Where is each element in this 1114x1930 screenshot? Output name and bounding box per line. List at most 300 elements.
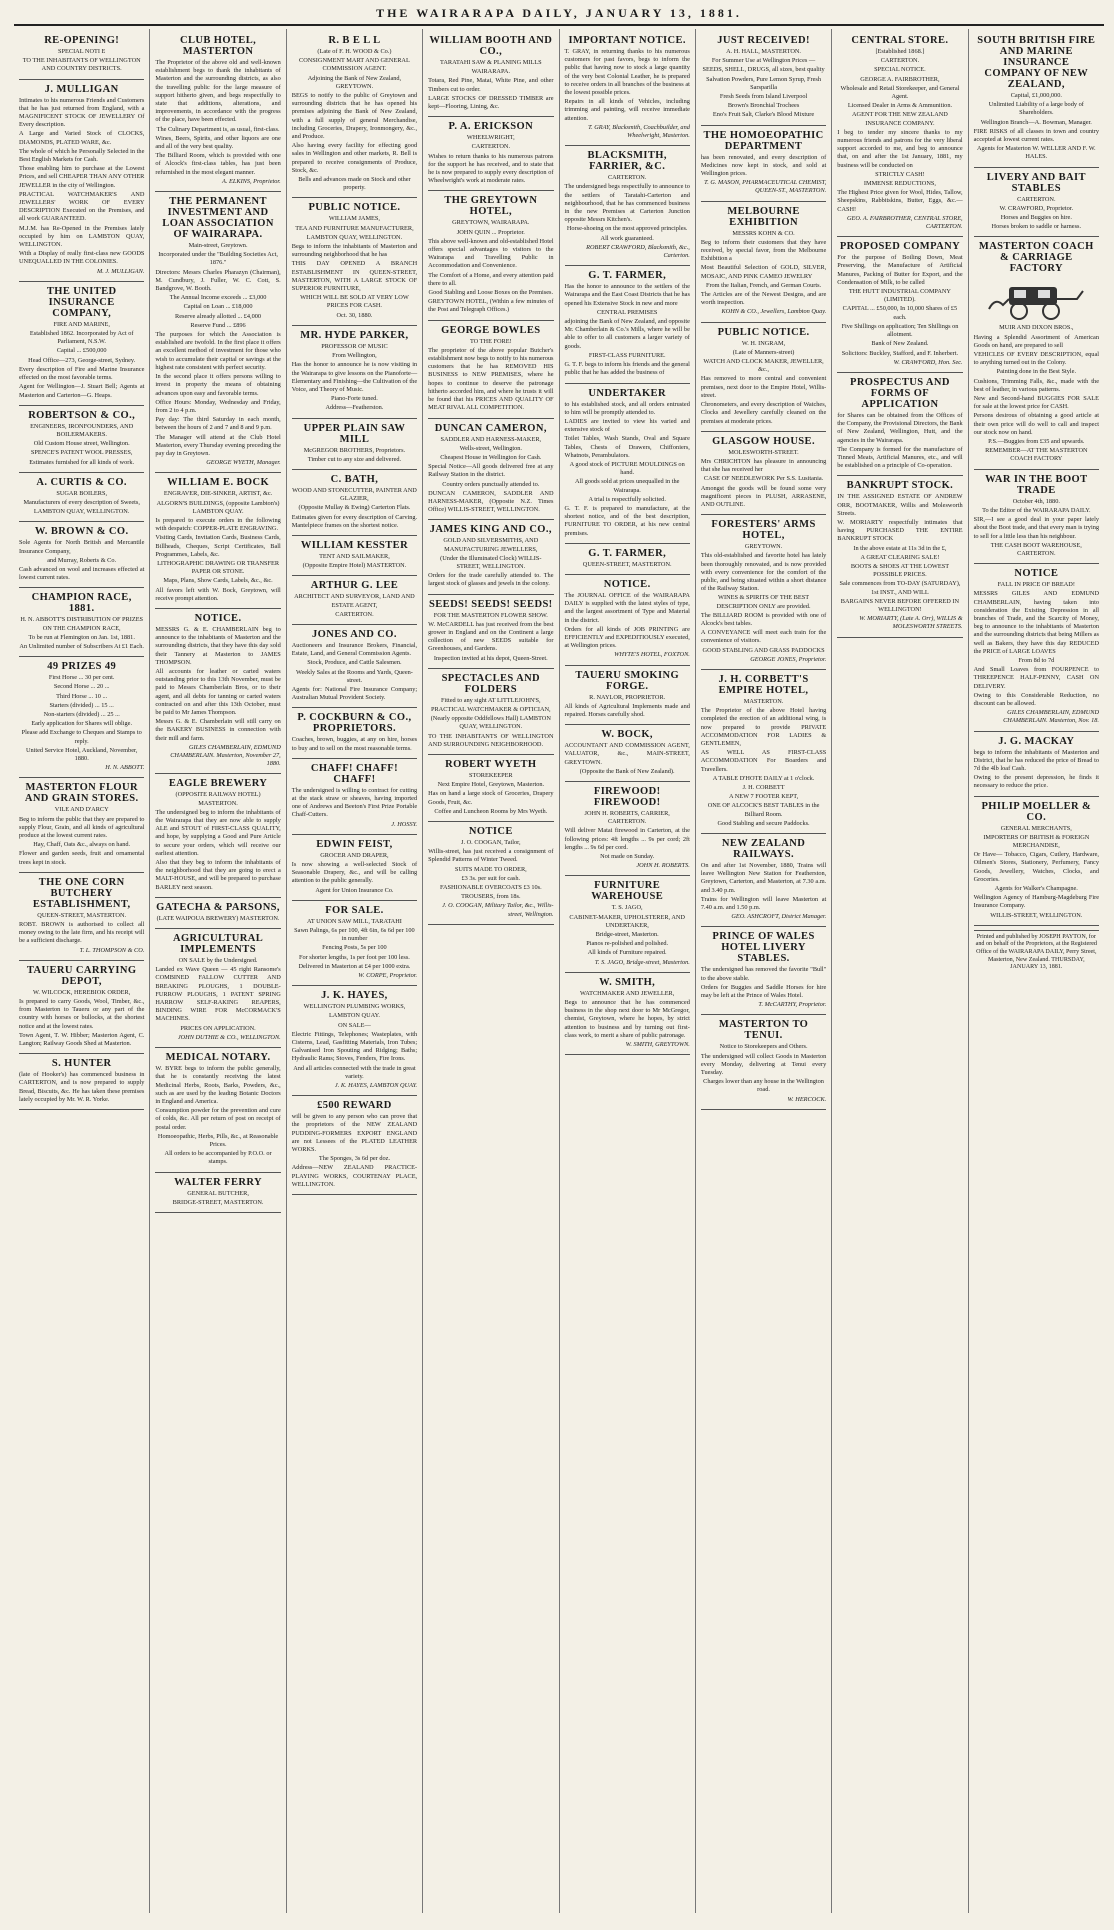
ad-text: W. BYRE begs to inform the public generally, that he is constantly receiving the latest Medicinal Herbs, Roots, Barks, Powders, &c., such as are used by the leading Botanic Doctors in England and America. <box>155 1065 281 1105</box>
ad-text: MESSRS KOHN & CO. <box>732 229 795 237</box>
advertisement <box>974 797 1099 926</box>
ad-text: A TABLE D'HOTE DAILY at 1 o'clock. <box>712 774 815 782</box>
ad-heading: FIREWOOD! FIREWOOD! <box>593 786 661 808</box>
ad-text: Has removed to more central and convenient premises, next door to the Empire Hotel, Willis-street. <box>700 375 827 399</box>
ad-heading: W. SMITH, <box>599 976 656 988</box>
ad-text: This old-established and favorite hotel has lately been thoroughly renovated, and is now provided with every convenience for the comfort of the public, and being situated within a short distance of the Railway Station. <box>700 552 827 593</box>
ad-text: This above well-known and old-established Hotel offers special advantages to visitors to the Wairarapa and Travelling Public in Accommodation and Convenience. <box>428 237 554 270</box>
ad-heading: PRINCE OF WALES HOTEL LIVERY STABLES. <box>712 931 815 965</box>
ad-text: All orders to be accompanied by P.O.O. or stamps. <box>164 1150 272 1166</box>
advertisement <box>565 146 690 266</box>
ad-signature: J. K. HAYES, LAMBTON QUAY. <box>334 1082 418 1090</box>
advertisement <box>565 384 690 544</box>
ad-text: Wishes to return thanks to his numerous patrons for the support he has received, and to state that he is now prepared to supply every description of Wheelwright's work at moderate rates. <box>428 152 554 185</box>
advertisement <box>565 666 690 726</box>
ad-text: Oct. 30, 1880. <box>336 311 373 319</box>
ad-text: Estimates furnished for all kinds of work. <box>29 458 135 466</box>
ad-text: ARCHITECT AND SURVEYOR, LAND AND ESTATE AGENT, <box>294 593 415 609</box>
ad-text: SPECIAL NOTI E <box>58 48 106 55</box>
column-5 <box>560 29 696 1913</box>
ad-heading: LIVERY AND BAIT STABLES <box>986 171 1086 194</box>
advertisement <box>428 31 553 117</box>
ad-text: W. CRAWFORD, Proprietor. <box>999 204 1074 212</box>
ad-text: CENTRAL PREMISES <box>596 308 658 316</box>
column-8 <box>969 29 1104 1913</box>
ad-heading: NOTICE. <box>194 612 242 624</box>
ad-text: VILE AND D'ARCY <box>54 806 109 814</box>
columns <box>14 29 1104 1913</box>
ad-text: New and Second-hand BUGGIES FOR SALE for sale at the lowest price for CASH. <box>973 395 1099 411</box>
ad-text: Has the honor to announce to the settlers of the Wairarapa and the East Coast Districts that he has opened his Extensive Stock in new and more <box>564 283 690 307</box>
ad-text: QUEEN-STREET, MASTERTON. <box>582 560 672 568</box>
ad-text: T. GRAY, in returning thanks to his numerous customers for past favors, begs to inform the public that having now to stock a large quantity of the very best Colonial Leather, he is prepared to receive orders in all branches of the business at the lowest possible prices. <box>564 48 690 97</box>
ad-text: Cash advanced on wool and increases effected at lowest current rates. <box>19 565 145 582</box>
ad-text: Painting done in the Best Style. <box>996 368 1077 376</box>
ad-signature: GEORGE WYETH, Manager. <box>206 459 281 467</box>
advertisement <box>19 657 144 778</box>
ad-text: WHEELWRIGHT, <box>466 134 515 142</box>
ad-text: All favors left with W. Bock, Greytown, will receive prompt attention. <box>155 586 281 602</box>
ad-text: MUIR AND DIXON BROS., <box>999 324 1074 332</box>
ad-text: Capital on Loan ... £18,000 <box>183 303 253 311</box>
ad-text: Auctioneers and Insurance Brokers, Financial, Estate, Land, and General Commission Agents. <box>291 641 418 658</box>
ad-text: adjoining the Bank of New Zealand, and opposite Mr. Chamberlain & Co.'s Mills, where he will be able to offer to all customers a larger variety of goods. <box>564 318 690 350</box>
ad-heading: A. CURTIS & CO. <box>36 476 127 488</box>
ad-text: Repairs in all kinds of Vehicles, including trimming and painting, will receive immediate attention. <box>564 98 690 122</box>
ad-text: Special Notice—All goods delivered free at any Railway Station in the district. <box>428 463 554 479</box>
ad-text: ENGINEERS, IRONFOUNDERS, AND BOILERMAKERS. <box>30 422 134 438</box>
ad-heading: MASTERTON COACH & CARRIAGE FACTORY <box>978 241 1094 275</box>
ad-text: Town Agent, T. W. Hibber; Masterton Agent, C. Langton; Railway Goods Shed at Masterton. <box>19 1031 145 1048</box>
advertisement <box>974 31 1099 168</box>
ad-text: to his established stock, and all orders entrusted to him will be promptly attended to. <box>564 400 690 416</box>
ad-text: The undersigned is willing to contract for cutting at the stack straw or sheaves, having imported one of Andrews and Beeton's First Prize Portable Chaff-Cutters. <box>291 786 418 819</box>
ad-text: A good stock of PICTURE MOULDINGS on hand. <box>569 460 685 477</box>
ad-text: (Opposite Mullay & Ewing) Carterton Flats. <box>298 504 411 512</box>
advertisement <box>428 191 553 320</box>
column-7 <box>832 29 968 1913</box>
ad-text: WELLINGTON PLUMBING WORKS, <box>303 1003 406 1011</box>
ad-text: SPENCE'S PATENT WOOL PRESSES, <box>30 449 133 457</box>
ad-text: (OPPOSITE RAILWAY HOTEL) MASTERTON. <box>175 791 261 807</box>
ad-text: All kinds of Furniture repaired. <box>587 949 667 957</box>
ad-text: The whole of which he Personally Selected in the Best English Markets for Cash. <box>19 147 145 164</box>
ad-text: (late of Hooker's) has commenced business in CARTERTON, and is now prepared to supply Bread, Biscuits, &c. He has taken these premises lately occupied by Mr. W. R. Yorke. <box>19 1071 145 1103</box>
ad-heading: THE HOMOEOPATHIC DEPARTMENT <box>703 129 824 152</box>
ad-text: WILLIS-STREET, WELLINGTON. <box>990 911 1083 919</box>
ad-text: The Annual Income exceeds ... £3,000 <box>169 294 267 302</box>
advertisement <box>19 873 144 961</box>
advertisement <box>19 778 144 872</box>
ad-heading: SPECTACLES AND FOLDERS <box>441 672 541 695</box>
ad-text: Coaches, brown, buggies, at any on hire, horses to buy and to sell on the most reasonable terms. <box>291 736 418 752</box>
ad-text: Office Hours: Monday, Wednesday and Friday, from 2 to 4 p.m. <box>155 398 281 414</box>
ad-text: Charges lower than any house in the Wellington road. <box>703 1078 824 1094</box>
advertisement <box>292 625 417 708</box>
ad-signature: ROBERT CRAWFORD, Blacksmith, &c., Carterton. <box>586 243 690 260</box>
ad-text: Salvation Powders, Pure Lemon Syrup, Fresh Sarsparilla <box>706 75 822 91</box>
ad-text: CABINET-MAKER, UPHOLSTERER, AND UNDERTAKER, <box>569 913 685 929</box>
ad-heading: ROBERTSON & CO., <box>28 409 136 421</box>
ad-text: Bank of New Zealand. <box>871 340 929 348</box>
advertisement <box>974 732 1099 797</box>
ad-text: Fitted to any sight AT LITTLEJOHN'S, <box>440 696 541 704</box>
ad-text: CARTERTON. <box>607 174 647 182</box>
ad-text: And all articles connected with the trade in great variety. <box>293 1064 416 1080</box>
ad-heading: SOUTH BRITISH FIRE AND MARINE INSURANCE COMPANY OF NEW ZEALAND, <box>977 35 1096 90</box>
ad-text: Cushions, Trimming Falls, &c., made with the best of leather, in various patterns. <box>973 377 1099 393</box>
ad-text: PRACTICAL WATCHMAKER & OPTICIAN, <box>430 705 551 713</box>
ad-text: Fresh Seeds from Island Liverpool <box>719 93 808 101</box>
ad-text: Address—Featherston. <box>325 404 384 412</box>
advertisement <box>701 515 826 670</box>
advertisement <box>155 774 280 897</box>
coach-illustration <box>974 276 1099 324</box>
advertisement <box>292 470 417 536</box>
ad-text: LITHOGRAPHIC DRAWING OR TRANSFER PAPER OR STONE. <box>157 559 280 576</box>
advertisement <box>155 898 280 929</box>
ad-text: Pay day: The third Saturday in each month, between the hours of 2 and 7 and 8 and 9 p.m. <box>155 416 281 432</box>
ad-text: A. H. HALL, MASTERTON. <box>726 48 802 55</box>
ad-text: Adjoining the Bank of New Zealand, GREYTOWN. <box>307 74 402 90</box>
ad-signature: WHYTE'S HOTEL, FOXTON. <box>614 651 690 659</box>
ad-text: BOOTS & SHOES AT THE LOWEST POSSIBLE PRICES. <box>850 562 950 579</box>
ad-heading: MEDICAL NOTARY. <box>165 1052 271 1064</box>
ad-text: Agents for Walker's Champagne. <box>994 885 1078 892</box>
column-6 <box>696 29 832 1913</box>
ad-signature: GILES CHAMBERLAIN, EDMUND CHAMBERLAIN. Masterton, November 27, 1880. <box>170 743 281 768</box>
ad-text: Capital ... £500,000 <box>56 347 107 355</box>
ad-heading: PHILIP MOELLER & CO. <box>981 800 1092 823</box>
ad-signature: GEORGE JONES, Proprietor. <box>750 655 827 663</box>
ad-text: Bridge-street, Masterton. <box>595 931 659 939</box>
ad-heading: PUBLIC NOTICE. <box>717 326 810 338</box>
ad-text: A trial is respectfully solicited. <box>588 495 666 503</box>
advertisement <box>701 202 826 323</box>
ad-heading: BLACKSMITH, FARRIER, &C. <box>587 150 667 173</box>
ad-heading: GATECHA & PARSONS, <box>156 901 280 913</box>
ad-text: The undersigned beg to inform the inhabitants of the Wairarapa that they are now able to supply ALE and STOUT of FIRST-CLASS QUALITY, and hope, by supplying a Good and Pure Article to secure your orders, which will receive our earliest attention. <box>155 808 281 857</box>
ad-heading: THE UNITED INSURANCE COMPANY, <box>46 285 117 319</box>
advertisement <box>155 31 280 192</box>
ad-signature: H. N. ABBOTT. <box>105 764 145 772</box>
ad-heading: THE PERMANENT INVESTMENT AND LOAN ASSOCIATION OF WAIRARAPA. <box>162 196 274 241</box>
ad-text: The Comfort of a Home, and every attention paid there to all. <box>428 271 554 287</box>
ad-text: WATCH AND CLOCK MAKER, JEWELLER, &c., <box>703 358 824 374</box>
ad-text: TO THE INHABITANTS OF WELLINGTON AND SURROUNDING NEIGHBORHOOD. <box>428 732 554 748</box>
ad-signature: T. S. JAGO, Bridge-street, Masterton. <box>594 958 690 966</box>
ad-text: Amongst the goods will be found some very magnificent pieces in PLUSH, ARRASENE, AND OUTLINE. <box>700 484 827 508</box>
ad-text: A CONVEYANCE will meet each train for the convenience of visitors. <box>700 629 827 645</box>
advertisement <box>292 536 417 576</box>
ad-text: Inspection invited at his depot, Queen-Street. <box>433 654 548 662</box>
ad-text: for Shares can be obtained from the Offices of the Company, the Provisional Directors, the Bank of New Zealand, Wellington, Hutt, and the agencies in the Wairarapa. <box>837 411 963 444</box>
ad-heading: PROSPECTUS AND FORMS OF APPLICATION <box>850 376 950 410</box>
advertisement <box>19 473 144 523</box>
ad-text: Will deliver Matai firewood in Carterton, at the following prices: 4ft lengths ... 9s per cord; 2ft lengths ... 9s 6d per cord. <box>564 827 690 851</box>
advertisement <box>292 835 417 901</box>
ad-heading: GEORGE BOWLES <box>441 324 541 336</box>
ad-signature: W. CRAWFORD, Hon. Sec. <box>893 358 963 366</box>
advertisement <box>428 595 553 669</box>
ad-text: SPECIAL NOTICE. <box>874 66 926 74</box>
ad-text: THIS DAY OPENED A BRANCH ESTABLISHMENT IN QUEEN-STREET, MASTERTON, WITH A LARGE STOCK OF SUPERIOR FURNITURE, <box>291 260 418 293</box>
ad-text: Has on hand a large stock of Groceries, Drapery Goods, Fruit, &c. <box>428 790 554 806</box>
advertisement <box>701 670 826 834</box>
ad-heading: PROPOSED COMPANY <box>839 241 961 253</box>
ad-text: The Sponges, 3s 6d per doz. <box>318 1155 391 1163</box>
ad-text: FIRE AND MARINE, <box>53 320 110 328</box>
advertisement <box>701 323 826 432</box>
ad-text: The Articles are of the Newest Designs, and are worth inspection. <box>700 291 827 307</box>
ad-text: PRACTICAL WATCHMAKER'S AND JEWELLERS' WORK OF EVERY DESCRIPTION Executed on the Premises, and all work GUARANTEED. <box>19 190 145 223</box>
ad-heading: G. T. FARMER, <box>588 547 667 559</box>
ad-text: Reserve already allotted ... £4,000 <box>175 312 262 320</box>
ad-text: All kinds of Agricultural Implements made and repaired. Horses carefully shod. <box>564 702 690 718</box>
ad-text: [Established 1868.] <box>875 48 925 55</box>
ad-text: ACCOUNTANT AND COMMISSION AGENT, VALUATOR, &c., MAIN-STREET, GREYTOWN. <box>564 742 690 766</box>
ad-text: FIRST-CLASS FURNITURE. <box>588 351 666 359</box>
ad-text: Every description of Fire and Marine Insurance effected on the most favorable terms. <box>19 365 145 382</box>
ad-heading: WILLIAM BOOTH AND CO., <box>429 35 553 57</box>
ad-text: I beg to tender my sincere thanks to my numerous friends and patrons for the very liberal support accorded to me, and beg to announce that, on and after the 1st January, 1881, my business will be conducted on <box>837 128 963 169</box>
ad-heading: CHAMPION RACE, 1881. <box>31 592 132 615</box>
ad-text: Sale commences from TO-DAY (SATURDAY), 1st INST., AND WILL <box>839 580 961 596</box>
ad-heading: J. K. HAYES, <box>321 990 388 1002</box>
ad-text: Non-starters (divided) ... 25 ... <box>43 710 120 718</box>
ad-text: (Opposite the Bank of New Zealand). <box>579 767 675 775</box>
ad-text: ON SALE by the Undersigned. <box>178 957 258 965</box>
advertisement <box>155 609 280 774</box>
advertisement <box>837 237 962 373</box>
ad-text: GOOD STABLING AND GRASS PADDOCKS <box>702 646 825 654</box>
advertisement <box>19 406 144 473</box>
ad-text: WHICH WILL BE SOLD AT VERY LOW PRICES FOR CASH. <box>300 294 409 310</box>
ad-text: R. NAYLOR, PROPRIETOR. <box>589 693 666 701</box>
advertisement <box>428 419 553 521</box>
ad-text: (Nearly opposite Oddfellows Hall) LAMBTON QUAY, WELLINGTON. <box>430 715 551 731</box>
ad-text: IMPORTERS OF BRITISH & FOREIGN MERCHANDISE, <box>983 833 1090 849</box>
ad-text: Next Empire Hotel, Greytown, Masterton. <box>437 781 545 789</box>
ad-text: ENGRAVER, DIE-SINKER, ARTIST, &c. <box>163 490 273 498</box>
ad-text: IN THE ASSIGNED ESTATE OF ANDREW ORR, BOOTMAKER, Willis and Molesworth Streets. <box>837 493 963 517</box>
ad-text: Fencing Posts, 5s per 100 <box>322 944 387 952</box>
ad-text: GREYTOWN HOTEL, (Within a few minutes of the Post and Telegraph Offices.) <box>428 298 554 314</box>
ad-text: BARGAINS NEVER BEFORE OFFERED IN WELLINGTON! <box>840 597 960 613</box>
ad-text: Has the honor to announce he is now visiting in the Wairarapa to give lessons on the Pianoforte—Elementary and Finishing—the Cultivation of the Voice, and Theory of Music. <box>291 361 418 393</box>
column-3 <box>287 29 423 1913</box>
ad-heading: R. B E L L <box>328 35 381 46</box>
masthead: THE WAIRARAPA DAILY, JANUARY 13, 1881. <box>14 6 1104 26</box>
ad-heading: WILLIAM KESSTER <box>300 539 409 551</box>
ad-text: Willis-street, has just received a consignment of Splendid Patterns of Winter Tweed. <box>428 848 554 864</box>
ad-text: Or Have— Tobacco, Cigars, Cutlery, Hardware, Oilmen's Stores, Stationery, Perfumery, Fancy Goods, Jewellery, Watches, Clocks, and Groceries. <box>973 851 1099 883</box>
advertisement <box>701 834 826 927</box>
ad-heading: ROBERT WYETH <box>445 758 537 770</box>
ad-text: CAPITAL ... £50,000, In 10,000 Shares of £5 each. <box>842 305 958 321</box>
ad-text: Delivered in Masterton at £4 per 1000 extra. <box>298 962 411 970</box>
ad-text: McGREGOR BROTHERS, Proprietors. <box>303 446 406 454</box>
ad-heading: £500 REWARD <box>317 1100 392 1112</box>
ad-text: ALGORN'S BUILDINGS, (opposite Lambton's) LAMBTON QUAY. <box>156 499 280 515</box>
ad-text: And Small Loaves from FOURPENCE to THREEPENCE HALF-PENNY, CASH ON DELIVERY. <box>973 666 1099 690</box>
ad-text: J. H. CORBETT <box>742 784 785 791</box>
ad-text: CARTERTON. <box>880 57 920 65</box>
ad-text: MASTERTON. <box>743 697 784 705</box>
ad-text: For Summer Use at Wellington Prices — <box>711 57 816 65</box>
advertisement <box>292 31 417 198</box>
ad-heading: P. A. ERICKSON <box>448 121 534 133</box>
ad-text: Having a Splendid Assortment of American Goods on hand, are prepared to sell <box>973 333 1099 349</box>
ad-heading: J. MULLIGAN <box>44 83 119 95</box>
advertisement <box>292 986 417 1096</box>
ad-text: Pianos re-polished and polished. <box>586 940 669 948</box>
ad-text: (Under the Illuminated Clock) WILLIS-STREET, WELLINGTON. <box>440 554 542 570</box>
ad-text: Orders for Buggies and Saddle Horses for hire may be left at the Prince of Wales Hotel. <box>700 983 827 1000</box>
advertisement <box>19 588 144 657</box>
ad-text: LAMBTON QUAY, WELLINGTON. <box>33 508 130 516</box>
advertisement <box>565 544 690 575</box>
ad-text: LARGE STOCKS OF DRESSED TIMBER are kept—Flooring, Lining, &c. <box>428 94 554 111</box>
ad-text: Coffee and Luncheon Rooms by Mrs Wyeth. <box>434 807 548 815</box>
ad-heading: GLASGOW HOUSE. <box>712 435 815 447</box>
ad-text: W. H. INGRAM, <box>741 339 786 347</box>
ad-text: Also that they beg to inform the inhabitants of the neighborhood that they are going to erect a MALT-HOUSE, and will be prepared to purchase BARLEY next season. <box>155 859 281 891</box>
ad-heading: CENTRAL STORE. <box>851 35 949 46</box>
ad-text: GOLD AND SILVERSMITHS, AND MANUFACTURING JEWELLERS, <box>443 537 539 553</box>
ad-text: The Culinary Department is, as usual, first-class. <box>156 125 280 133</box>
ad-text: and Murray, Roberts & Co. <box>47 556 117 564</box>
ad-text: Not made on Sunday. <box>600 853 655 861</box>
ad-heading: PUBLIC NOTICE. <box>308 202 401 214</box>
ad-text: W. McCARDELL has just received from the best grower in England and on the Continent a large collection of new SEEDS suitable for Greenhouses, and Gardens. <box>428 620 554 653</box>
advertisement <box>155 192 280 473</box>
ad-text: Reserve Fund ... £896 <box>190 321 246 329</box>
ad-heading: NOTICE. <box>603 578 651 590</box>
ad-text: Sawn Palings, 6s per 100, 4ft 6in, 6s 6d per 100 in number <box>294 927 415 943</box>
advertisement <box>837 373 962 476</box>
ad-text: Old Custom House street, Wellington. <box>33 440 130 448</box>
ad-text: Incorporated under the "Building Societies Act, 1876." <box>158 251 278 267</box>
ad-text: BRIDGE-STREET, MASTERTON. <box>172 1198 264 1206</box>
ad-text: The undersigned begs respectfully to announce to the settlers of Taratahi-Carterton and neighbourhood, that he has commenced business in the new Premises at Carterton Junction opposite Messrs Kitchen's. <box>564 183 690 224</box>
ad-heading: CHAFF! CHAFF! CHAFF! <box>310 762 398 785</box>
ad-text: Horses broken to saddle or harness. <box>991 223 1082 231</box>
ad-text: GENERAL MERCHANTS, <box>1000 824 1072 832</box>
ad-heading: UPPER PLAIN SAW MILL <box>303 422 406 445</box>
ad-text: MOLESWORTH-STREET. <box>728 448 799 456</box>
ad-text: The Highest Price given for Wool, Hides, Tallow, Sheepskins, Rabbitskins, Butter, Eggs, &c.—CASH! <box>837 189 963 213</box>
advertisement <box>701 927 826 1015</box>
ad-text: GREYTOWN. <box>744 543 783 551</box>
ad-text: FALL IN PRICE OF BREAD! <box>997 581 1075 589</box>
ad-text: For shorter lengths, 1s per foot per 100 less. <box>298 953 410 961</box>
ad-signature: T. McCARTHY, Proprietor. <box>758 1001 827 1009</box>
advertisement <box>428 117 553 191</box>
ad-text: Timber cut to any size and delivered. <box>307 455 402 463</box>
ad-text: TARATAHI SAW & PLANING MILLS <box>440 59 542 66</box>
advertisement <box>565 31 690 146</box>
ad-text: Stock, Produce, and Cattle Salesmen. <box>307 659 402 667</box>
ad-text: Agent for Wellington—J. Stuart Bell; Agents at Masterton and Carterton—G. Heaps. <box>19 383 145 399</box>
ad-text: WOOD AND STONECUTTER, PAINTER AND GLAZIER, <box>292 486 417 503</box>
ad-heading: CLUB HOTEL, MASTERTON <box>179 35 257 57</box>
ad-heading: NOTICE <box>468 826 513 837</box>
advertisement <box>565 725 690 782</box>
ad-text: SUITS MADE TO ORDER, <box>454 865 527 873</box>
advertisement <box>428 520 553 594</box>
ad-text: Brown's Bronchial Trochees <box>727 102 800 110</box>
ad-text: Visiting Cards, Invitation Cards, Business Cards, Billheads, Cheques, Script Certificates, Ball Programmes, Labels, &c. <box>155 534 281 558</box>
ad-text: will be given to any person who can prove that the proprietors of the NEW ZEALAND PUDDING-FORMERS EXPORT ENGLAND are not Lessees of the PLATED LEATHER WORKS. <box>291 1113 418 1154</box>
ad-heading: WALTER FERRY <box>174 1176 262 1188</box>
column-1 <box>14 29 150 1913</box>
advertisement <box>292 1096 417 1195</box>
ad-heading: MR. HYDE PARKER, <box>300 329 409 341</box>
ad-signature: GEO. A. FAIRBROTHER, CENTRAL STORE, CARTERTON. <box>846 214 963 231</box>
ad-text: Five Shillings on application; Ten Shillings on allotment. <box>841 322 959 339</box>
ad-text: The proprietor of the above popular Butcher's establishment now begs to notify to his numerous customers that he has REMOVED HIS BUSINESS to NEW PREMISES, where he hopes to continue to deserve the patronage hitherto accorded him, and where he trusts it will be found that his PRICES AND QUALITY OF MEAT RIVAL ALL COMPETITION. <box>428 346 554 412</box>
ad-text: For the purpose of Boiling Down, Meat Preserving, the Manufacture of Artificial Manures, Packing of Butter for Export, and the Condensation of Milk, to be called <box>837 254 963 286</box>
advertisement <box>155 929 280 1048</box>
ad-text: (LATE WAIPOUA BREWERY) MASTERTON. <box>156 914 280 922</box>
ad-text: Orders for the trade carefully attended to. The largest stock of glasses and jewels in the colony. <box>428 572 554 588</box>
ad-text: QUEEN-STREET, MASTERTON. <box>37 911 127 919</box>
ad-text: Country orders punctually attended to. <box>442 480 540 488</box>
ad-text: VEHICLES OF EVERY DESCRIPTION, equal to anything turned out in the Colony. <box>973 351 1099 367</box>
ad-text: Flower and garden seeds, fruit and ornamental trees kept in stock. <box>19 850 145 866</box>
advertisement <box>292 759 417 835</box>
ad-text: Manufacturers of every description of Sweets, <box>23 498 140 506</box>
ad-signature: W. CORPE, Proprietor. <box>358 972 418 980</box>
ad-text: Mrs CHRICHTON has pleasure in announcing that she has received her <box>700 457 827 474</box>
ad-signature: KOHN & CO., Jewellers, Lambton Quay. <box>721 308 827 316</box>
ad-text: Second Horse ... 20 ... <box>53 683 110 691</box>
advertisement <box>19 31 144 80</box>
ad-text: T. S. JAGO, <box>611 904 643 912</box>
ad-text: To be run at Flemington on Jan. 1st, 1881. <box>28 633 135 641</box>
ad-text: Directors: Messrs Charles Pharazyn (Chairman), M. Cundbury, J. Fuller, W. C. Cott, S. Bandgrove, W. Booth. <box>155 268 281 293</box>
advertisement <box>19 961 144 1054</box>
ad-text: BEGS to notify to the public of Greytown and surrounding districts that he has opened his premises adjoining the Bank of New Zealand, with a full supply of general Merchandise, including Groceries, Drapery, Ironmongery, &c., and Produce. <box>291 92 418 141</box>
ad-text: CARTERTON. <box>1017 195 1056 203</box>
ad-heading: IMPORTANT NOTICE. <box>568 35 686 46</box>
ad-text: Persons desirous of obtaining a good article at their own price will do well to call and inspect our stock now on hand. <box>973 412 1099 436</box>
ad-text: Hay, Chaff, Oats &c., always on hand. <box>33 841 131 849</box>
ad-text: A GREAT CLEARING SALE! <box>860 553 940 561</box>
ad-text: The undersigned has removed the favorite "Bull" to the above stable. <box>700 966 827 982</box>
advertisement <box>701 126 826 202</box>
ad-signature: GILES CHAMBERLAIN, EDMUND CHAMBERLAIN. Masterton, Nov. 18. <box>1003 709 1099 725</box>
ad-text: THE HUTT INDUSTRIAL COMPANY (LIMITED). <box>848 288 951 304</box>
ad-text: TO THE INHABITANTS OF WELLINGTON AND COUNTRY DISTRICTS. <box>22 57 141 73</box>
ad-text: All work guaranteed. <box>600 234 654 242</box>
ad-heading: ARTHUR G. LEE <box>310 580 399 592</box>
ad-text: Electric Fittings, Telephones; Wasteplates, with Cisterns, Lead, Gasfitting Materials, Iron Tubes; Galvanised Iron Spouting and Ridging; Baths; Hydraulic Rams; Stoves, Fenders, Fire Irons. <box>291 1030 418 1063</box>
ad-text: W. MORIARTY respectfully intimates that having PURCHASED THE ENTIRE BANKRUPT STOCK <box>837 518 963 543</box>
ad-heading: THE ONE CORN BUTCHERY ESTABLISHMENT, <box>32 876 131 910</box>
advertisement <box>565 575 690 666</box>
ad-text: PRICES ON APPLICATION. <box>180 1024 256 1032</box>
ad-heading: AGRICULTURAL IMPLEMENTS <box>172 933 264 956</box>
ad-text: Agents for Masterton W. WELLER AND F. W. HALES. <box>976 145 1096 161</box>
ad-text: The Proprietor of the above old and well-known establishment begs to thank the inhabitants of Masterton and the surrounding districts, as also the travelling public for the large measure of support hitherto given, and begs respectfully to state that additions, alterations, and improvements, in accordance with the progress of the place, have been effected. <box>155 59 281 124</box>
ad-text: TROUSERS, from 18s. <box>461 893 521 901</box>
ad-heading: JUST RECEIVED! <box>717 35 810 46</box>
ad-text: G. T. F. begs to inform his friends and the general public that he has added the business of <box>564 361 690 377</box>
ad-signature: T. L. THOMPSON & CO. <box>79 946 145 954</box>
ad-text: October 4th, 1880. <box>1012 497 1060 505</box>
